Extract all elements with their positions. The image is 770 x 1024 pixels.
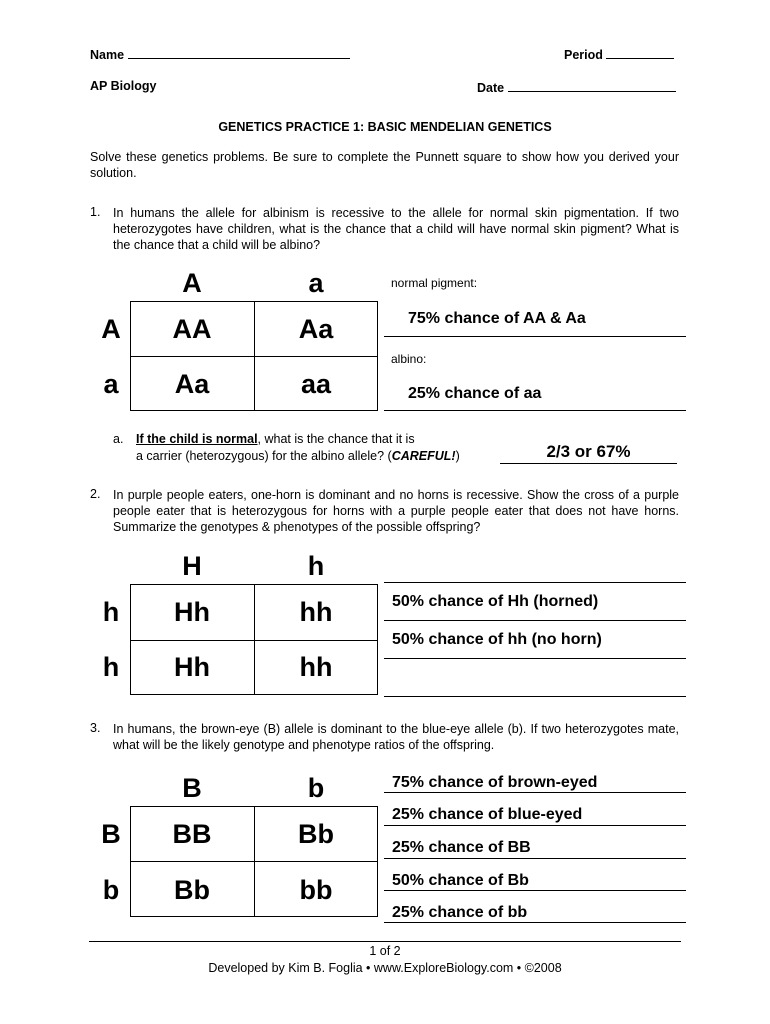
q1-cell-text: AA [172,314,212,344]
q3-answer-5: 25% chance of bb [392,904,528,921]
normal-pigment-answer: 75% chance of AA & Aa [408,310,586,327]
date-label: Date [477,81,505,95]
q2-answer-line [384,658,686,659]
q1-cell-text: Aa [298,314,334,344]
q1-sub-letter: a. [113,432,124,446]
period-field[interactable] [564,46,674,62]
q2-cell-text: hh [299,597,333,627]
albino-answer-line [384,410,686,411]
q2-top-allele-2: h [307,551,325,581]
q3-side-allele-2: b [102,875,120,905]
q1-cell-text: aa [300,369,332,399]
q1-sub-text2: a carrier (heterozygous) for the albino allele? ( [136,449,392,463]
name-field[interactable] [90,46,350,62]
q3-cell-text: BB [172,819,212,849]
q2-side-allele-1: h [102,597,120,627]
q1-number: 1. [90,205,101,219]
q1-cell-text: Aa [174,369,210,399]
q2-top-allele-1: H [182,551,202,581]
normal-pigment-label: normal pigment: [391,276,478,290]
q1-top-allele-2: a [308,268,324,298]
q3-top-allele-1: B [182,773,202,803]
q3-answer-line [384,825,686,826]
period-label: Period [564,48,603,62]
q2-number: 2. [90,487,101,501]
date-field[interactable] [477,79,676,95]
carrier-answer-line [500,463,677,464]
q2-answer-line [384,582,686,583]
q3-answer-line [384,792,686,793]
q1-side-allele-2: a [103,369,119,399]
carrier-answer: 2/3 or 67% [546,442,631,461]
q2-answer-1: 50% chance of Hh (horned) [392,593,599,610]
q2-answer-2: 50% chance of hh (no horn) [392,631,602,648]
course-label: AP Biology [90,79,157,93]
q3-answer-3: 25% chance of BB [392,839,531,856]
q1-sub-emphasis: If the child is normal [136,432,258,446]
q1-sub-line2 [136,449,460,463]
q3-answer-2: 25% chance of blue-eyed [392,806,583,823]
page-number: 1 of 2 [369,944,401,958]
q3-cell-text: Bb [174,875,210,905]
q3-answer-line [384,922,686,923]
q2-side-allele-2: h [102,652,120,682]
q3-answer-4: 50% chance of Bb [392,872,529,889]
q2-cell-text: hh [299,652,333,682]
q2-answer-line [384,620,686,621]
q2-answer-line [384,696,686,697]
albino-answer: 25% chance of aa [408,385,542,402]
q1-side-allele-1: A [101,314,121,344]
q1-text: In humans the allele for albinism is recessive to the allele for normal skin pigmentation. If two heterozygotes have children, what is the chance that a child will have normal skin pigment? What is the chance that a child will be albino? [113,206,679,252]
page-title: GENETICS PRACTICE 1: BASIC MENDELIAN GENETICS [218,120,552,134]
name-blank[interactable] [128,46,350,59]
q2-text: In purple people eaters, one-horn is dominant and no horns is recessive. Show the cross of a purple people eater that is heterozygous for horns with a purple people eater that does not have horns. Summarize the genotypes & phenotypes of the possible offspring? [113,488,679,534]
date-blank[interactable] [508,79,676,92]
q3-answer-1: 75% chance of brown-eyed [392,774,598,791]
q1-top-allele-1: A [182,268,202,298]
footer-credit: Developed by Kim B. Foglia • www.ExploreBiology.com • ©2008 [208,961,562,975]
q3-text: In humans, the brown-eye (B) allele is dominant to the blue-eye allele (b). If two heterozygotes mate, what will be the likely genotype and phenotype ratios of the offspring. [113,722,679,752]
q1-careful: CAREFUL! [391,449,456,463]
q1-sub-line1 [136,432,415,446]
footer-rule [89,941,681,942]
period-blank[interactable] [606,46,674,59]
normal-answer-line [384,336,686,337]
q3-cell-text: bb [299,875,333,905]
q3-answer-line [384,858,686,859]
q3-answer-line [384,890,686,891]
q3-cell-text: Bb [298,819,334,849]
q3-side-allele-1: B [101,819,121,849]
q3-number: 3. [90,721,101,735]
instructions: Solve these genetics problems. Be sure to complete the Punnett square to show how you derived your solution. [90,150,679,180]
q3-top-allele-2: b [307,773,325,803]
name-label: Name [90,48,125,62]
q1-sub-text3: ) [455,449,460,463]
q1-sub-text1: , what is the chance that it is [257,432,415,446]
q2-cell-text: Hh [174,652,210,682]
albino-label: albino: [391,352,427,366]
q2-cell-text: Hh [174,597,210,627]
